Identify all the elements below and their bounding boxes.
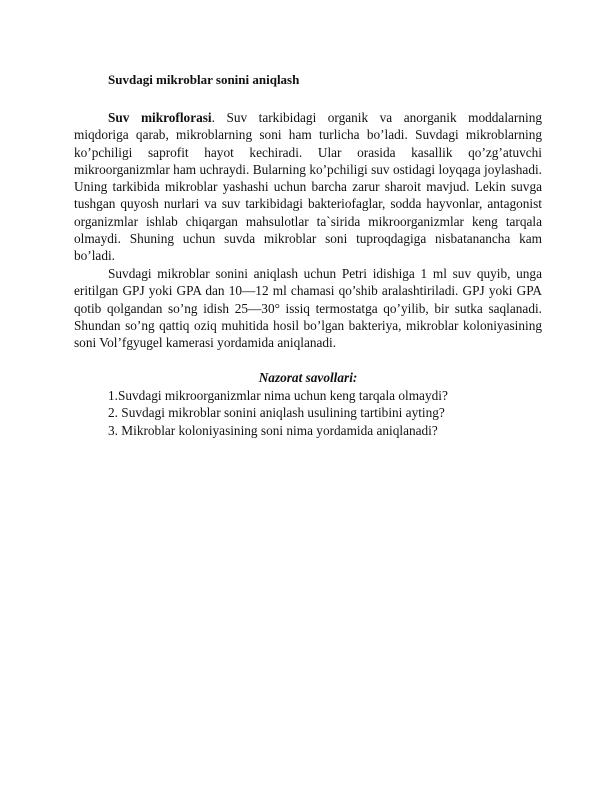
paragraph-body-text: . Suv tarkibidagi organik va anorganik moddalarning miqdoriga qarab, mikroblarning soni ham turlicha bo’ladi. Suvdagi mikroblarning ko’pchiligi saprofit hayot kechiradi. Ular orasida kasallik qo’zg’atuvchi mikroorganizmlar ham uchraydi. Bularning ko’pchiligi suv ostidagi loyqaga joylashadi. Uning tarkibida mikroblar yashashi uchun barcha zarur sharoit mavjud. Lekin suvga tushgan quyosh nurlari va suv tarkibidagi bakteriofaglar, sodda hayvonlar, antagonist organizmlar ishlab chiqargan mahsulotlar ta`sirida mikroorganizmlar keng tarqala olmaydi. Shuning uchun suvda mikroblar soni tuproqdagiga nisbatanancha kam bo’ladi. bbox=[74, 110, 542, 264]
questions-list bbox=[108, 387, 448, 439]
question-item: 1.Suvdagi mikroorganizmlar nima uchun keng tarqala olmaydi? bbox=[108, 388, 448, 403]
paragraph-lead-term: Suv mikroflorasi bbox=[108, 110, 212, 125]
questions-title: Nazorat savollari: bbox=[258, 370, 358, 385]
paragraph-suv-mikroflorasi bbox=[74, 109, 542, 265]
paragraph-method: Suvdagi mikroblar sonini aniqlash uchun Petri idishiga 1 ml suv quyib, unga eritilgan GPJ yoki GPA dan 10—12 ml chamasi qo’shib aralashtiriladi. GPJ yoki GPA qotib qolgandan so’ng idish 25—30° issiq termostatga qo’yilib, bir sutka saqlanadi. Shundan so’ng qattiq oziq muhitida hosil bo’lgan bakteriya, mikroblar koloniyasining soni Vol’fgyugel kamerasi yordamida aniqlanadi. bbox=[74, 266, 542, 351]
question-item: 3. Mikroblar koloniyasining soni nima yordamida aniqlanadi? bbox=[108, 422, 438, 438]
document-heading: Suvdagi mikroblar sonini aniqlash bbox=[108, 72, 300, 87]
question-item: 2. Suvdagi mikroblar sonini aniqlash usulining tartibini ayting? bbox=[108, 405, 445, 421]
